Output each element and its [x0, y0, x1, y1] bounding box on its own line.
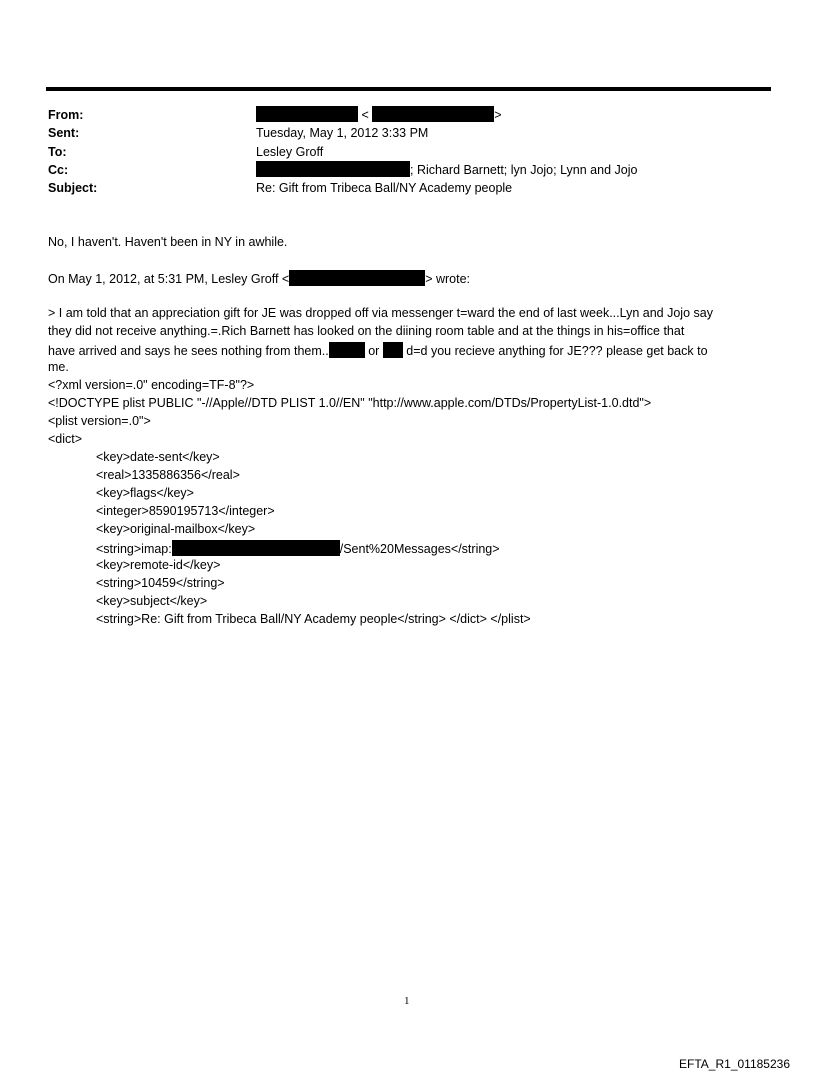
plist-entry: <string>Re: Gift from Tribeca Ball/NY Academy people</string> </dict> </plist>: [96, 612, 531, 626]
to-value: Lesley Groff: [256, 145, 324, 159]
cc-value: [256, 161, 637, 177]
plist-entry: <key>original-mailbox</key>: [96, 522, 256, 536]
sent-label: Sent:: [48, 126, 80, 140]
quote-line: they did not receive anything.=.Rich Barnett has looked on the diining room table and at the things in his=office that: [48, 324, 685, 338]
plist-entry: <string>imap: /Sent%20Messages</string>: [96, 542, 500, 556]
xml-line: <!DOCTYPE plist PUBLIC "-//Apple//DTD PLIST 1.0//EN" "http://www.apple.com/DTDs/PropertyList-1.0.dtd">: [48, 396, 652, 410]
redaction-block: [289, 270, 425, 286]
plist-entry: <real>1335886356</real>: [96, 468, 240, 482]
from-label: From:: [48, 108, 84, 122]
plist-entry: <key>date-sent</key>: [96, 450, 220, 464]
redaction-block: [329, 342, 365, 358]
quote-line: me.: [48, 360, 69, 374]
plist-entry: <key>remote-id</key>: [96, 558, 221, 572]
plist-entry: <integer>8590195713</integer>: [96, 504, 275, 518]
header-rule: [46, 87, 771, 91]
plist-entry: <string>10459</string>: [96, 576, 225, 590]
from-bracket-close: >: [494, 108, 502, 122]
plist-entry: <key>subject</key>: [96, 594, 208, 608]
subject-value: Re: Gift from Tribeca Ball/NY Academy people: [256, 181, 513, 195]
redaction-block: [256, 106, 358, 122]
from-value: [256, 106, 502, 122]
quote-line: have arrived and says he sees nothing from them.. or d=d you recieve anything for JE??? please get back to: [48, 344, 708, 358]
quote-intro: On May 1, 2012, at 5:31 PM, Lesley Groff < > wrote:: [48, 272, 471, 286]
page-number: 1: [404, 995, 410, 1007]
xml-line: <?xml version=.0" encoding=TF-8"?>: [48, 378, 255, 392]
plist-entry: <key>flags</key>: [96, 486, 194, 500]
redaction-block: [172, 540, 340, 556]
cc-names: ; Richard Barnett; lyn Jojo; Lynn and Jojo: [410, 163, 638, 177]
redaction-block: [372, 106, 494, 122]
cc-label: Cc:: [48, 163, 69, 177]
to-label: To:: [48, 145, 67, 159]
redaction-block: [256, 161, 410, 177]
sent-value: Tuesday, May 1, 2012 3:33 PM: [256, 126, 429, 140]
xml-line: <plist version=.0">: [48, 414, 151, 428]
xml-line: <dict>: [48, 432, 83, 446]
quote-line: > I am told that an appreciation gift for JE was dropped off via messenger t=ward the end of last week...Lyn and Jojo say: [48, 306, 713, 320]
redaction-block: [383, 342, 403, 358]
reply-text: No, I haven't. Haven't been in NY in awhile.: [48, 235, 288, 249]
bates-number: EFTA_R1_01185236: [679, 1057, 790, 1071]
subject-label: Subject:: [48, 181, 98, 195]
from-bracket-open: <: [361, 108, 369, 122]
